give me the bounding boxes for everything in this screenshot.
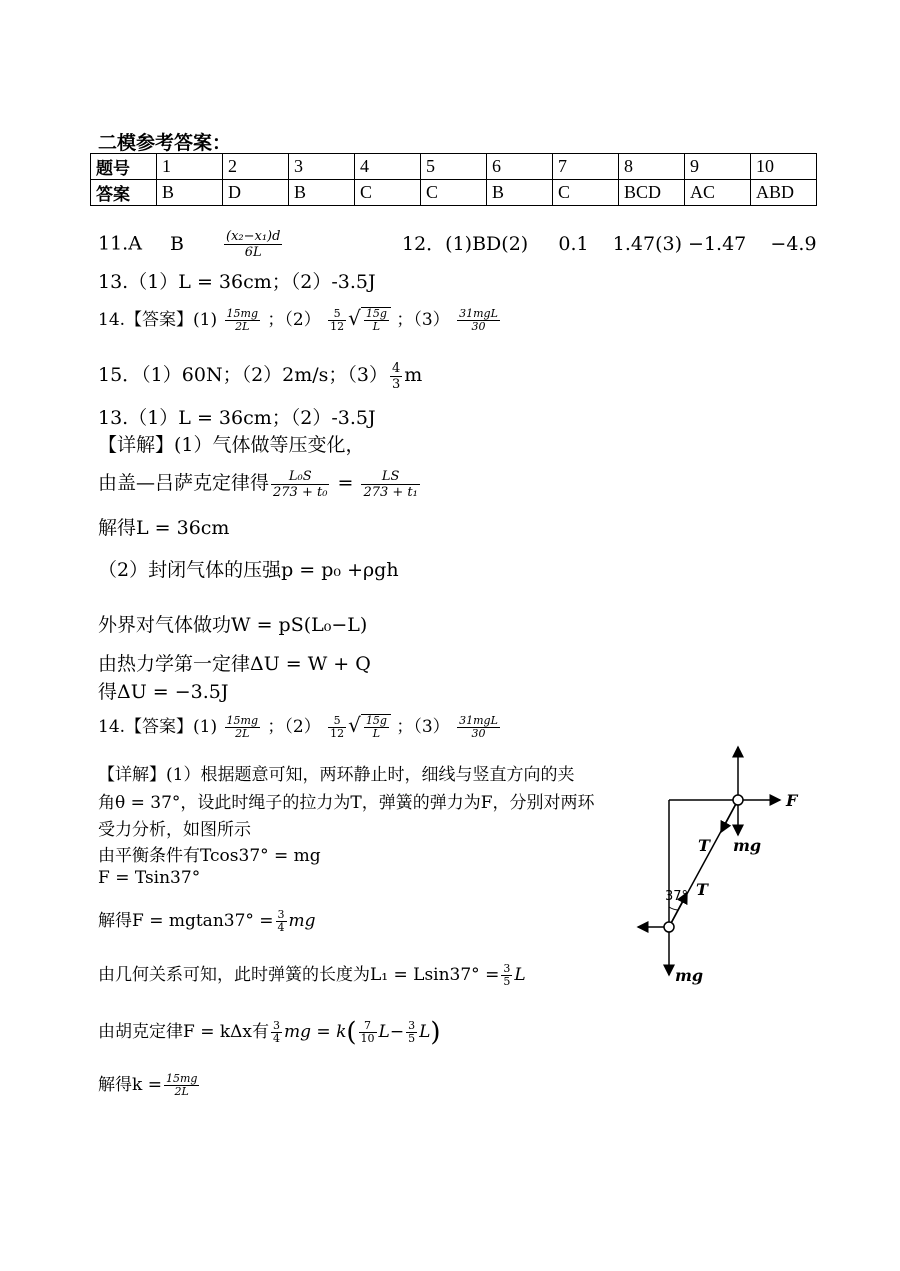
q14-sep2: ；（2） (267, 310, 321, 330)
fraction-numerator: L₀S (271, 469, 329, 485)
fraction-denominator: 30 (471, 727, 486, 740)
fraction-numerator: 5 (328, 715, 346, 728)
fraction-denominator: 3 (392, 376, 401, 392)
q14-a1 (225, 308, 260, 333)
hooke-fraction-1 (271, 1020, 282, 1045)
table-cell: C (355, 180, 421, 206)
fraction-denominator: 5 (503, 975, 511, 988)
sol13-result2: 得ΔU = −3.5J (98, 681, 229, 703)
fraction-denominator: 12 (330, 320, 345, 333)
q12-answer: 12．(1)BD(2) 0.1 1.47(3) −1.47 −4.9 (402, 233, 817, 255)
force-diagram (620, 735, 820, 995)
q15-answer (98, 360, 422, 392)
q14-sep3: ；（3） (396, 717, 450, 737)
table-cell: 3 (289, 154, 355, 180)
sol14-hooke: 由胡克定律F = kΔx有 $\frac{3}{4}$ mg = k( $\frac{7}{10}$ L− $\frac{3}{5}$ L) (98, 1017, 441, 1048)
label-mg-bottom: mg (675, 966, 704, 985)
table-cell: C (421, 180, 487, 206)
q14-a2 (328, 308, 346, 333)
page-heading: 二模参考答案： (98, 132, 232, 154)
q14-a3 (457, 308, 500, 333)
table-header-answer: 答案 (91, 180, 157, 206)
sol14-f-eq: F = Tsin37° (98, 868, 201, 888)
q14-a2-radicand (364, 308, 389, 333)
q14-sep2: ；（2） (267, 717, 321, 737)
table-cell: 6 (487, 154, 553, 180)
table-cell: ABD (751, 180, 817, 206)
fraction-denominator: 2L (174, 1085, 189, 1098)
q15-unit: m (404, 364, 423, 386)
q11-answer (98, 229, 284, 260)
sol14-balance: 由平衡条件有Tcos37° = mg (98, 846, 321, 866)
sol13-work: 外界对气体做功W = pS(L₀−L) (98, 614, 368, 636)
sol13-line: 13.（1）L = 36cm；（2）-3.5J (98, 407, 376, 429)
fraction-numerator: 15mg (226, 714, 259, 727)
sol13-detail: 【详解】(1）气体做等压变化， (98, 434, 365, 456)
sol14-solve (98, 906, 316, 934)
q14-prefix: 14.【答案】(1) (98, 717, 218, 737)
label-t-lower: T (696, 880, 708, 899)
sol14-k (98, 1070, 201, 1098)
fraction-denominator: 6L (244, 245, 262, 260)
fraction-denominator: 10 (360, 1032, 375, 1045)
fraction-numerator: 3 (408, 1019, 416, 1032)
label-f: F (786, 791, 798, 810)
fraction-numerator: 15g (365, 714, 387, 727)
lower-ring (664, 922, 674, 932)
table-header-number: 题号 (91, 154, 157, 180)
table-cell: 1 (157, 154, 223, 180)
q11-b: B (169, 232, 184, 255)
q11-fraction (224, 229, 282, 260)
geom-prefix: 由几何关系可知，此时弹簧的长度为L₁ = Lsin37° = (98, 965, 500, 985)
law-prefix: 由盖—吕萨克定律得 (98, 472, 270, 494)
table-cell: 10 (751, 154, 817, 180)
hooke-mid2: L− (378, 1022, 405, 1042)
sol14-detail2: 角θ = 37°，设此时绳子的拉力为T，弹簧的弹力为F，分别对两环 (98, 793, 595, 813)
fraction-denominator: L (372, 727, 381, 740)
sol14-a2-radicand (364, 715, 389, 740)
equals-sign: = (337, 472, 354, 494)
q14-prefix: 14.【答案】(1) (98, 310, 218, 330)
fraction-denominator: 2L (235, 727, 250, 740)
fraction-numerator: 3 (273, 1019, 281, 1032)
fraction-numerator: 31mgL (459, 307, 498, 320)
q11-label: 11.A (98, 232, 142, 255)
sol13-part2: （2）封闭气体的压强p = p₀ +ρgh (98, 559, 399, 581)
k-fraction (164, 1073, 199, 1098)
solve-suffix: mg (288, 911, 316, 931)
q13-answer: 13.（1）L = 36cm；（2）-3.5J (98, 271, 376, 293)
fraction-numerator: (x₂−x₁)d (226, 229, 281, 244)
table-row-numbers (91, 154, 817, 180)
upper-ring (733, 795, 743, 805)
label-t-upper: T (698, 836, 710, 855)
fraction-numerator: LS (361, 469, 419, 485)
geom-fraction (501, 963, 512, 988)
fraction-numerator: 5 (328, 308, 346, 321)
q14-sep3: ；（3） (396, 310, 450, 330)
table-row-answers (91, 180, 817, 206)
table-cell: 5 (421, 154, 487, 180)
table-cell: 8 (619, 154, 685, 180)
sol13-first-law: 由热力学第一定律ΔU = W + Q (98, 653, 371, 675)
angle-arc (669, 907, 678, 910)
table-cell: BCD (619, 180, 685, 206)
sol14-geometry (98, 960, 526, 988)
fraction-numerator: 15mg (226, 307, 259, 320)
table-cell: C (553, 180, 619, 206)
sol14-a1 (225, 715, 260, 740)
fraction-numerator: 3 (277, 908, 285, 921)
k-prefix: 解得k = (98, 1075, 162, 1095)
fraction-numerator: 7 (359, 1020, 377, 1033)
law-fraction-left (271, 469, 329, 500)
geom-suffix: L (514, 965, 526, 985)
sol13-result1: 解得L = 36cm (98, 517, 230, 539)
fraction-denominator: 4 (277, 921, 285, 934)
fraction-numerator: 15mg (165, 1072, 198, 1085)
fraction-numerator: 15g (365, 307, 387, 320)
table-cell: B (487, 180, 553, 206)
sol14-answer: 14.【答案】(1) $\frac{15mg}{2L}$ ；（2） $\frac{5}{12}$ √ $\frac{15g}{L}$ ；（3） $\frac{\text{31mgL}}{30}$ (98, 713, 498, 740)
table-cell: D (223, 180, 289, 206)
fraction-denominator: 12 (330, 727, 345, 740)
fraction-denominator: L (372, 320, 381, 333)
table-cell: 2 (223, 154, 289, 180)
hooke-prefix: 由胡克定律F = kΔx有 (98, 1022, 270, 1042)
fraction-denominator: 273 + t₁ (363, 484, 418, 500)
sol14-detail1: 【详解】(1）根据题意可知，两环静止时，细线与竖直方向的夹 (98, 765, 575, 785)
fraction-denominator: 273 + t₀ (273, 484, 328, 500)
hooke-mid: mg = k (284, 1022, 347, 1042)
sol14-detail3: 受力分析，如图所示 (98, 820, 251, 840)
fraction-numerator: 3 (503, 962, 511, 975)
table-cell: AC (685, 180, 751, 206)
law-fraction-right (361, 469, 419, 500)
fraction-numerator: 4 (392, 360, 401, 376)
q15-text: 15．（1）60N；（2）2m/s；（3） (98, 364, 389, 386)
sol13-law (98, 468, 422, 500)
fraction-denominator: 5 (408, 1032, 416, 1045)
hooke-fraction-3 (406, 1020, 417, 1045)
solve-fraction (276, 909, 287, 934)
hooke-fraction-2 (359, 1020, 377, 1045)
sol14-a3 (457, 715, 500, 740)
fraction-denominator: 2L (235, 320, 250, 333)
sol14-a2 (328, 715, 346, 740)
table-cell: B (157, 180, 223, 206)
q14-answer: 14.【答案】(1) $\frac{15mg}{2L}$ ；（2） $\frac{5}{12}$ √ $\frac{15g}{L}$ ；（3） $\frac{\text{31mgL}}{30}$ (98, 306, 498, 333)
table-cell: 4 (355, 154, 421, 180)
fraction-denominator: 4 (273, 1032, 281, 1045)
label-mg-top: mg (733, 836, 762, 855)
q15-fraction (390, 361, 402, 392)
table-cell: 9 (685, 154, 751, 180)
solve-prefix: 解得F = mgtan37° = (98, 911, 274, 931)
fraction-numerator: 31mgL (459, 714, 498, 727)
table-cell: 7 (553, 154, 619, 180)
label-angle: 37° (665, 889, 689, 904)
hooke-end: L (419, 1022, 431, 1042)
answer-table (90, 153, 817, 206)
table-cell: B (289, 180, 355, 206)
fraction-denominator: 30 (471, 320, 486, 333)
